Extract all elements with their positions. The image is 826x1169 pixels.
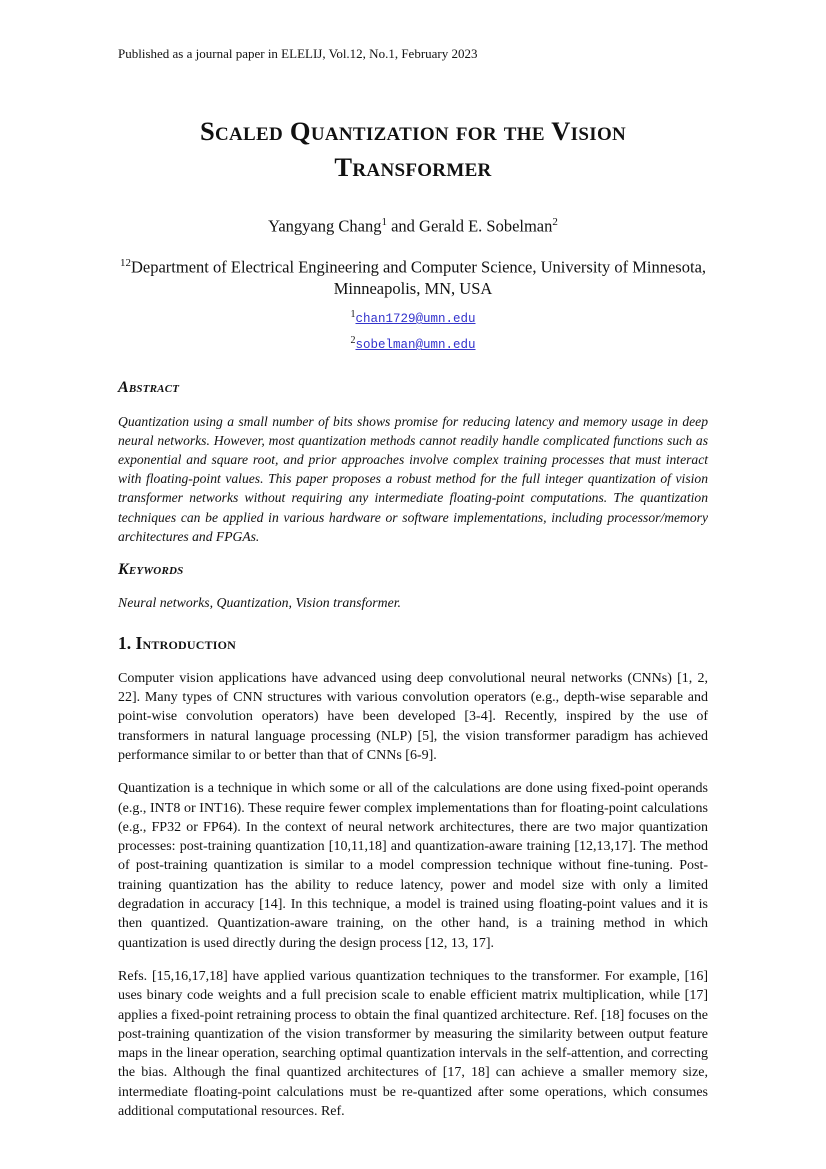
keywords-heading: Keywords [118,561,184,578]
email-line-1 [118,304,708,330]
abstract-text: Quantization using a small number of bits shows promise for reducing latency and memory usage in deep neural networks. However, most quantization methods cannot readily handle complicated functions such as exponential and square root, and prior approaches involve complex training processes that must interact with floating-point values. This paper proposes a robust method for the full integer quantization of vision transformer networks without requiring any intermediate floating-point computations. The quantization techniques can be applied in various hardware or software implementations, including processor/memory architectures and FPGAs. [118,413,708,544]
introduction-paragraph-1: Computer vision applications have advanced using deep convolutional neural networks (CNNs) [1, 2, 22]. Many types of CNN structures with various convolution operators (e.g., depth-wise separable and point-wise convolution operators) have been developed [3-4]. Recently, inspired by the use of transformers in natural language processing (NLP) [5], the vision transformer paradigm has achieved performance similar to or better than that of CNNs [6-9]. [118,670,708,763]
email-block [118,304,708,356]
keywords-text: Neural networks, Quantization, Vision transformer. [118,595,401,611]
authors-joiner: and [386,216,420,236]
journal-header: Published as a journal paper in ELELIJ, Vol.12, No.1, February 2023 [118,46,478,61]
section-number: 1. [118,633,132,654]
abstract-heading: Abstract [118,379,180,397]
author-2-name: Gerald E. Sobelman [419,216,553,236]
introduction-heading [118,632,708,654]
email-link-1[interactable]: chan1729@umn.edu [355,312,476,327]
authors-line [118,211,708,238]
introduction-paragraph-2: Quantization is a technique in which some or all of the calculations are done using fixed-point operands (e.g., INT8 or INT16). These require fewer complex implementations than for floating-point calculations (e.g., FP32 or FP64). In the context of neural network architectures, there are two major quantization processes: post-training quantization [10,11,18] and quantization-aware training [12,13,17]. The method of post-training quantization is similar to a model compression technique without fine-tuning. Post-training quantization has the ability to reduce latency, power and model size with only a limited degradation in accuracy [14]. In this technique, a model is trained using floating-point values and it is then quantized. Quantization-aware training, on the other hand, is a training method in which quantization is used directly during the design process [12, 13, 17]. [118,781,708,951]
author-2-superscript: 2 [552,216,558,228]
email-line-2 [118,330,708,356]
email-link-2[interactable]: sobelman@umn.edu [355,338,476,353]
paper-title: Scaled Quantization for the Vision Transformer [199,116,627,182]
author-1-name: Yangyang Chang [268,216,382,236]
affiliation [118,252,708,301]
author-1-superscript: 1 [381,216,387,228]
email-1-superscript: 1 [350,309,356,320]
section-title: Introduction [135,633,237,654]
email-2-superscript: 2 [350,335,356,347]
affiliation-text: Department of Electrical Engineering and Computer Science, University of Minnesota, Minneapolis, MN, USA [130,257,707,298]
affiliation-superscript: 12 [119,256,131,269]
introduction-paragraph-3: Refs. [15,16,17,18] have applied various quantization techniques to the transformer. For example, [16] uses binary code weights and a full precision scale to enable efficient matrix multiplication, while [17] applies a fixed-point retraining process to obtain the final quantized architecture. Ref. [18] focuses on the post-training quantization of the vision transformer by measuring the similarity between output feature maps in the linear operation, searching optimal quantization intervals in the self-attention, and correcting the bias. Although the final quantized architectures of [17, 18] can achieve a smaller memory size, intermediate floating-point calculations must be re-quantized after some operations, which consumes additional computational resources. Ref. [118,968,708,1120]
